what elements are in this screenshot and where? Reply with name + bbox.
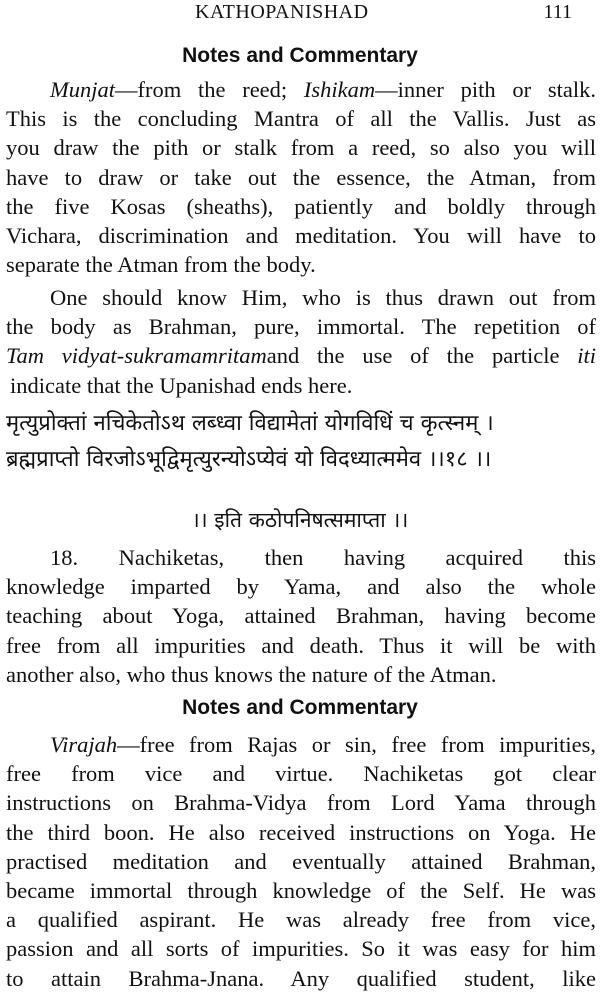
text-line: passion and all sorts of impurities. So it was easy for him bbox=[6, 936, 596, 962]
verse-line: मृत्युप्रोक्तां नचिकेतोऽथ लब्ध्वा विद्यामेतां योगविधिं च कृत्स्नम् । bbox=[6, 411, 494, 436]
text-line: Vichara, discrimination and meditation. You will have to bbox=[6, 223, 596, 249]
text-line: knowledge imparted by Yama, and also the whole bbox=[6, 574, 596, 600]
text-line: the five Kosas (sheaths), patiently and boldly through bbox=[6, 193, 596, 219]
text-line: One should know Him, who is thus drawn out from bbox=[50, 285, 596, 310]
page-header bbox=[0, 0, 600, 26]
text-line: a qualified aspirant. He was already free from vice, bbox=[6, 907, 596, 933]
text-line: teaching about Yoga, attained Brahman, having become bbox=[6, 603, 596, 629]
text-line: Munjat—from the reed; Ishikam—inner pith or stalk. bbox=[50, 77, 596, 102]
text-line: This is the concluding Mantra of all the Vallis. Just as bbox=[6, 106, 596, 132]
sanskrit-term: iti bbox=[577, 343, 597, 369]
text-line: separate the Atman from the body. bbox=[6, 252, 316, 278]
text-line: the third boon. He also received instructions on Yoga. He bbox=[6, 819, 596, 845]
running-head: KATHOPANISHAD bbox=[195, 1, 369, 23]
colophon: ।। इति कठोपनिषत्समाप्ता ।। bbox=[191, 508, 409, 532]
text-line: you draw the pith or stalk from a reed, so also you will bbox=[6, 135, 596, 161]
text-line: free from all impurities and death. Thus it will be with bbox=[6, 632, 596, 658]
commentary-paragraph-1 bbox=[6, 75, 596, 279]
sanskrit-term: Tam vidyat-sukramamritam bbox=[6, 343, 267, 369]
sanskrit-term: Virajah bbox=[50, 732, 118, 757]
text-line: the body as Brahman, pure, immortal. The repetition of bbox=[6, 314, 596, 340]
section-heading-notes-1: Notes and Commentary bbox=[182, 44, 418, 67]
text-line: free from vice and virtue. Nachiketas got clear bbox=[6, 761, 596, 787]
text-line: became immortal through knowledge of the Self. He was bbox=[6, 878, 596, 904]
text-line: Virajah—free from Rajas or sin, free from impurities, bbox=[50, 732, 596, 757]
commentary-paragraph-3 bbox=[6, 730, 596, 993]
text-line: to attain Brahma-Jnana. Any qualified student, like bbox=[6, 965, 596, 991]
commentary-paragraph-2 bbox=[6, 283, 596, 400]
sanskrit-verse bbox=[6, 406, 596, 478]
text-line: another also, who thus knows the nature of the Atman. bbox=[6, 661, 497, 687]
text-line: practised meditation and eventually attained Brahman, bbox=[6, 848, 596, 874]
text-line: instructions on Brahma-Vidya from Lord Yama through bbox=[6, 790, 596, 816]
text-line: indicate that the Upanishad ends here. bbox=[10, 372, 353, 398]
section-heading-notes-2: Notes and Commentary bbox=[182, 696, 418, 719]
text-line: have to draw or take out the essence, the Atman, from bbox=[6, 164, 596, 190]
sanskrit-term: Munjat bbox=[50, 77, 115, 102]
sanskrit-term: Ishikam bbox=[303, 77, 376, 102]
page-number: 111 bbox=[543, 1, 572, 23]
text-line: Tam vidyat-sukramamritamand the use of the particle iti bbox=[6, 343, 597, 369]
text-line: 18. Nachiketas, then having acquired this bbox=[50, 545, 596, 570]
translation-paragraph bbox=[6, 543, 596, 689]
verse-line: ब्रह्मप्राप्तो विरजोऽभूद्विमृत्युरन्योऽप्येवं यो विदध्यात्ममेव ।।१८ ।। bbox=[6, 447, 492, 472]
